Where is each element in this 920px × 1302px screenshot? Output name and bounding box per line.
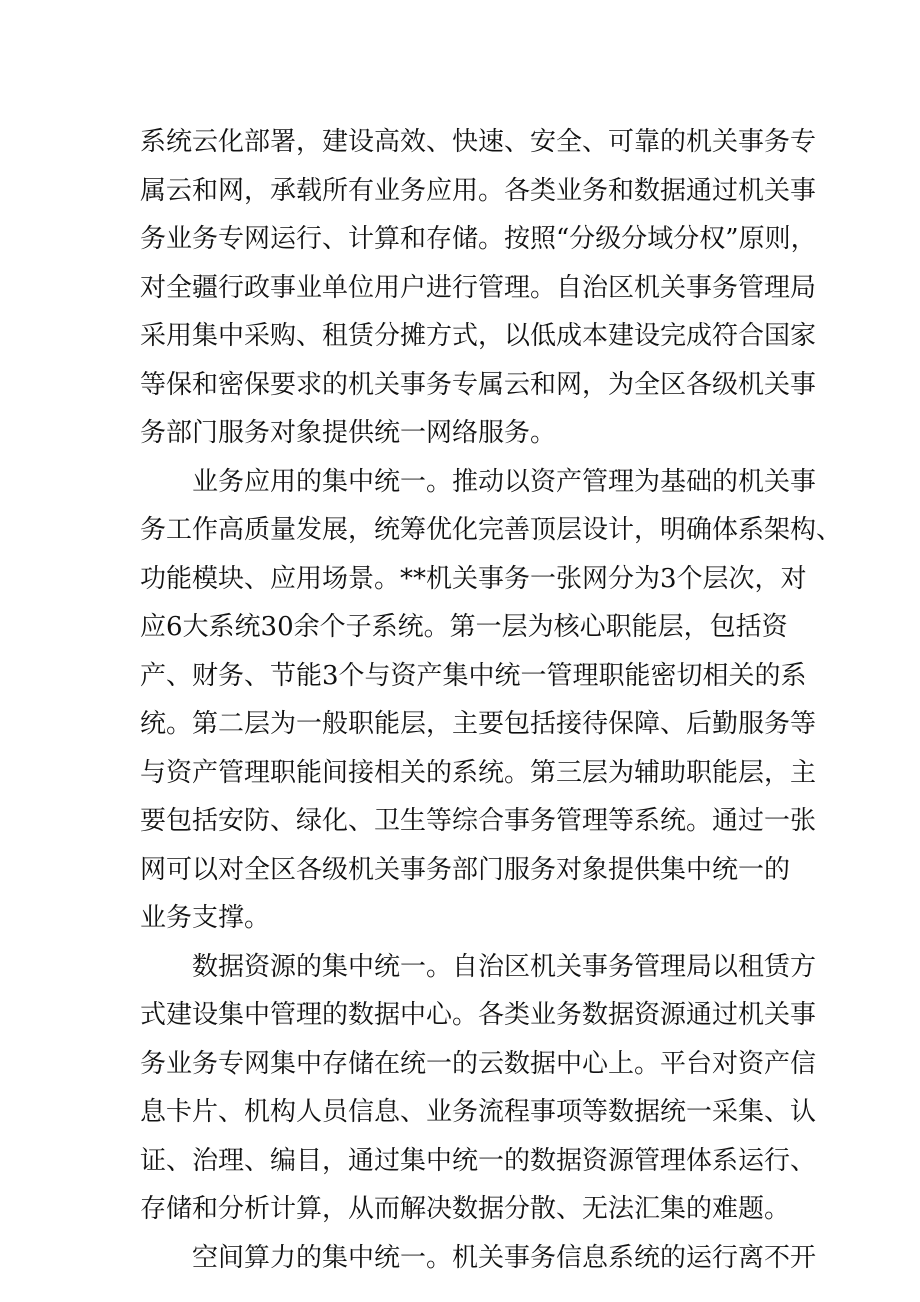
text-line: 存储和分析计算，从而解决数据分散、无法汇集的难题。 [140, 1194, 791, 1224]
paragraph-4 [140, 1234, 817, 1283]
paragraph-2 [140, 458, 843, 943]
text-line: 与资产管理职能间接相关的系统。第三层为辅助职能层，主 [140, 757, 817, 788]
text-line: 产、财务、节能3个与资产集中统一管理职能密切相关的系 [140, 660, 807, 691]
text-line: 证、治理、编目，通过集中统一的数据资源管理体系运行、 [140, 1145, 817, 1176]
text-line: 务工作高质量发展，统筹优化完善顶层设计，明确体系架构、 [140, 515, 843, 545]
text-line: 业务应用的集中统一。推动以资产管理为基础的机关事 [192, 466, 817, 497]
text-line: 采用集中采购、租赁分摊方式，以低成本建设完成符合国家 [140, 321, 817, 351]
text-line: 息卡片、机构人员信息、业务流程事项等数据统一采集、认 [140, 1097, 817, 1127]
text-line: 务业务专网集中存储在统一的云数据中心上。平台对资产信 [140, 1048, 817, 1079]
paragraph-3 [140, 943, 817, 1234]
text-line: 务部门服务对象提供统一网络服务。 [140, 418, 557, 448]
text-line: 业务支撑。 [140, 903, 271, 933]
text-line: 要包括安防、绿化、卫生等综合事务管理等系统。通过一张 [140, 806, 817, 836]
paragraph-1 [140, 118, 817, 458]
text-line: 统。第二层为一般职能层，主要包括接待保障、后勤服务等 [140, 709, 817, 739]
text-line: 空间算力的集中统一。机关事务信息系统的运行离不开 [192, 1242, 817, 1273]
text-line: 系统云化部署，建设高效、快速、安全、可靠的机关事务专 [140, 127, 817, 157]
text-line: 功能模块、应用场景。**机关事务一张网分为3个层次，对 [140, 563, 807, 594]
text-line: 务业务专网运行、计算和存储。按照“分级分域分权”原则， [140, 224, 817, 254]
body-text [140, 118, 843, 1282]
text-line: 数据资源的集中统一。自治区机关事务管理局以租赁方 [192, 951, 817, 982]
text-line: 网可以对全区各级机关事务部门服务对象提供集中统一的 [140, 854, 791, 885]
text-line: 属云和网，承载所有业务应用。各类业务和数据通过机关事 [140, 175, 817, 206]
text-line: 式建设集中管理的数据中心。各类业务数据资源通过机关事 [140, 1000, 817, 1030]
text-line: 等保和密保要求的机关事务专属云和网，为全区各级机关事 [140, 369, 817, 400]
text-line: 对全疆行政事业单位用户进行管理。自治区机关事务管理局 [140, 272, 817, 303]
text-line: 应6大系统30余个子系统。第一层为核心职能层，包括资 [140, 612, 788, 642]
